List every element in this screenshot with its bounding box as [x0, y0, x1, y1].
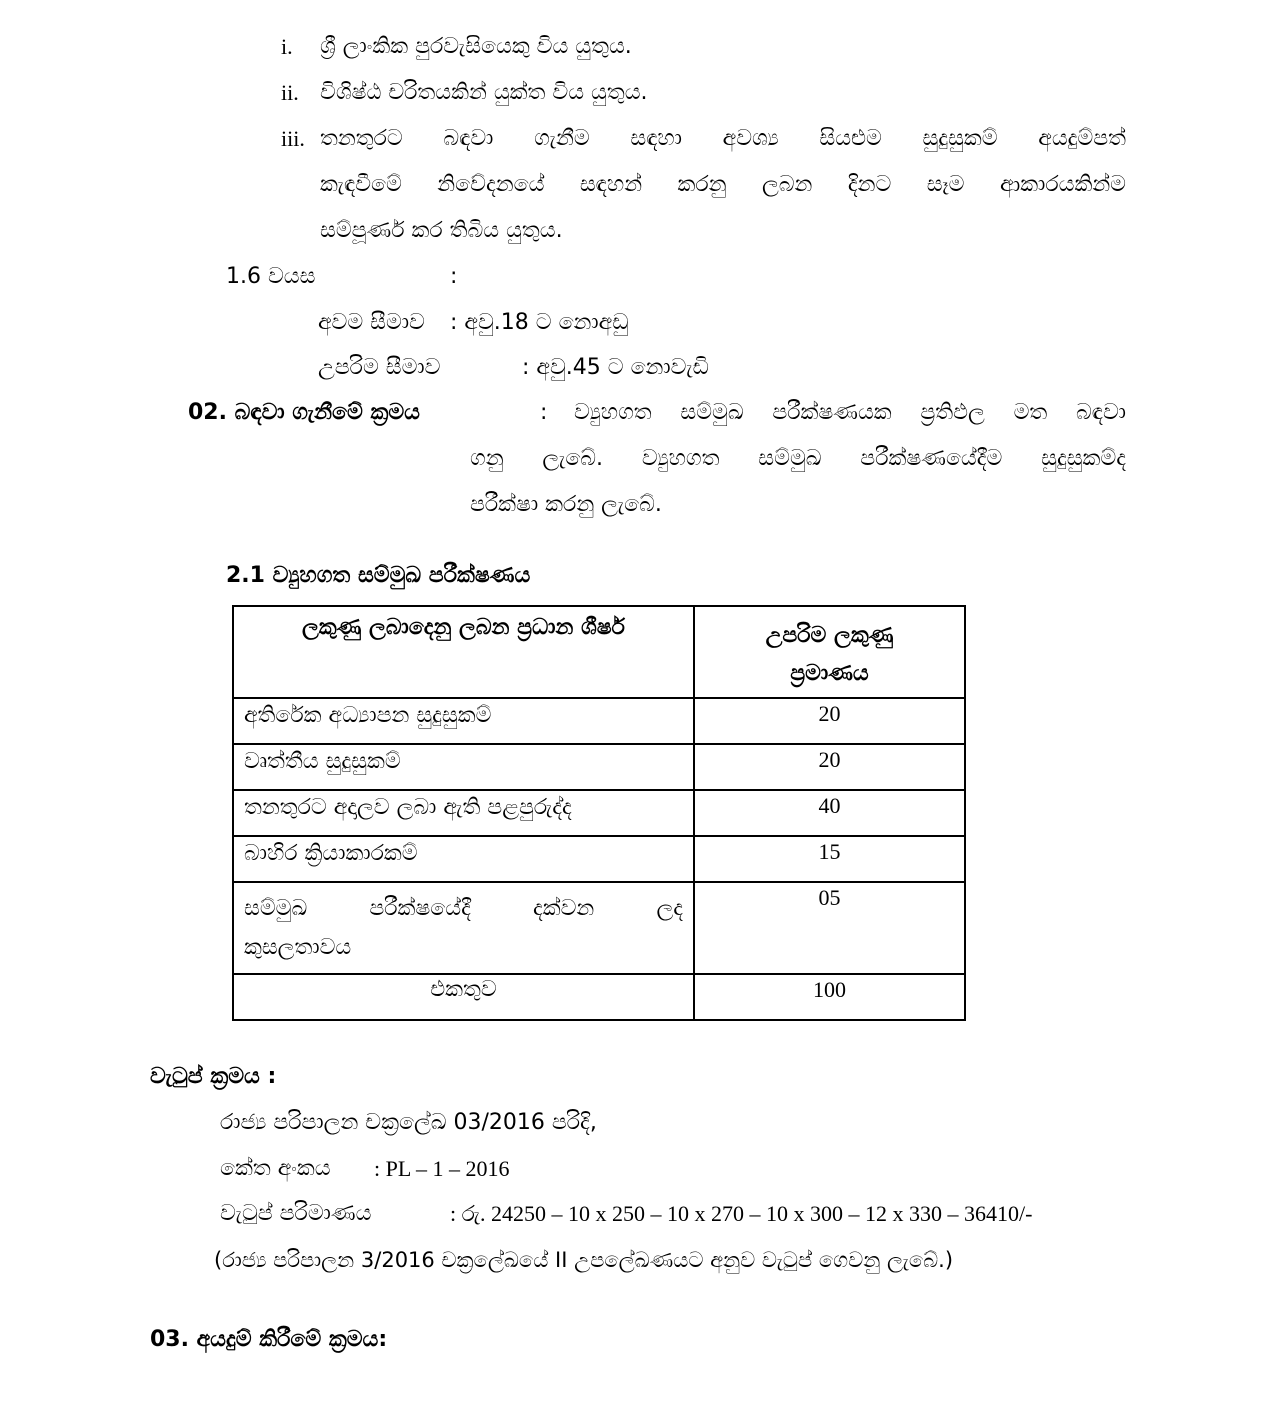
application-heading: 03. අයදුම් කිරීමේ ක්‍රමය: — [150, 1327, 388, 1352]
table-row — [233, 882, 965, 974]
header-max-marks-line2: ප්‍රමාණය — [790, 661, 869, 686]
header-max-marks — [694, 606, 965, 698]
header-max-marks-line1: උපරිම ලකුණු — [765, 623, 894, 648]
table-row — [233, 790, 965, 836]
list-marker-i: i. — [281, 34, 293, 59]
eligibility-item-qualifications-line2: කැඳවීමේ නිවේදනයේ සඳහන් කරනු ලබන දිනට සෑම ආකාරයකින්ම — [320, 172, 1126, 197]
row-label-line2: කුසලතාවය — [244, 935, 352, 960]
list-marker-ii: ii. — [281, 80, 299, 105]
table-header-row — [233, 606, 965, 698]
salary-circular: රාජ්‍ය පරිපාලන චක්‍රලේඛ 03/2016 පරිදි, — [220, 1110, 597, 1135]
recruitment-heading: 02. බඳවා ගැනීමේ ක්‍රමය — [188, 400, 420, 425]
total-label: එකතුව — [233, 974, 694, 1020]
row-value: 15 — [694, 836, 965, 882]
recruitment-text-line3: පරීක්ෂා කරනු ලැබේ. — [470, 492, 662, 517]
row-value: 05 — [694, 882, 965, 974]
interview-heading: 2.1 ව්‍යුහගත සම්මුඛ පරීක්ෂණය — [226, 563, 531, 588]
row-label: අතිරේක අධ්‍යාපන සුදුසුකම් — [233, 698, 694, 744]
eligibility-item-qualifications-line3: සම්පූර්ණ කර තිබිය යුතුය. — [320, 218, 563, 243]
table-total-row — [233, 974, 965, 1020]
recruitment-text-line1: ව්‍යුහගත සම්මුඛ පරීක්ෂණයක ප්‍රතිඵල මත බඳවා — [574, 400, 1126, 425]
row-value: 20 — [694, 698, 965, 744]
header-main-headings — [233, 606, 694, 698]
age-min-label: අවම සීමාව — [318, 310, 425, 335]
salary-scale-label: වැටුප් පරිමාණය — [220, 1201, 372, 1226]
row-label: බාහිර ක්‍රියාකාරකම් — [233, 836, 694, 882]
salary-scale-value: : රු. 24250 – 10 x 250 – 10 x 270 – 10 x 300 – 12 x 330 – 36410/- — [450, 1201, 1033, 1226]
row-value: 40 — [694, 790, 965, 836]
table-row — [233, 836, 965, 882]
age-max-label: උපරිම සීමාව — [318, 355, 441, 380]
header-main-headings-label: ලකුණු ලබාදෙනු ලබන ප්‍රධාන ශීර්ෂ — [302, 615, 625, 640]
eligibility-item-citizen: ශ්‍රී ලාංකික පුරවැසියෙකු විය යුතුය. — [320, 34, 632, 59]
marks-table — [232, 605, 966, 1021]
row-label: තනතුරට අදාලව ලබා ඇති පළපුරුද්ද — [233, 790, 694, 836]
eligibility-item-qualifications-line1: තනතුරට බඳවා ගැනීම සඳහා අවශ්‍ය සියළුම සුදුසුකම් අයදුම්පත් — [320, 126, 1126, 151]
table-row — [233, 744, 965, 790]
age-min-value: : අවු.18 ට නොඅඩු — [450, 310, 629, 335]
eligibility-item-character: විශිෂ්ඨ චරිතයකින් යුක්ත විය යුතුය. — [320, 80, 648, 105]
age-heading: 1.6 වයස — [226, 264, 316, 289]
age-max-value: : අවු.45 ට නොවැඩි — [522, 355, 709, 380]
salary-code-label: කේත අංකය — [220, 1156, 331, 1181]
row-value: 20 — [694, 744, 965, 790]
row-label: වෘත්තීය සුදුසුකම් — [233, 744, 694, 790]
row-label-line1: සම්මුඛ පරීක්ෂයේදී දක්වන ලද — [244, 896, 683, 921]
list-marker-iii: iii. — [281, 126, 305, 151]
recruitment-colon: : — [540, 400, 548, 425]
table-row — [233, 698, 965, 744]
salary-code-value: : PL – 1 – 2016 — [374, 1156, 510, 1181]
recruitment-text-line2: ගනු ලැබේ. ව්‍යුහගත සම්මුඛ පරීක්ෂණයේදීම සුදුසුකම්ද — [470, 446, 1126, 471]
total-value: 100 — [694, 974, 965, 1020]
salary-heading: වැටුප් ක්‍රමය : — [150, 1064, 277, 1089]
salary-note: (රාජ්‍ය පරිපාලන 3/2016 චක්‍රලේඛයේ II උපලේඛණයට අනුව වැටුප් ගෙවනු ලැබේ.) — [214, 1248, 954, 1272]
row-label — [233, 882, 694, 974]
age-colon: : — [450, 264, 458, 289]
